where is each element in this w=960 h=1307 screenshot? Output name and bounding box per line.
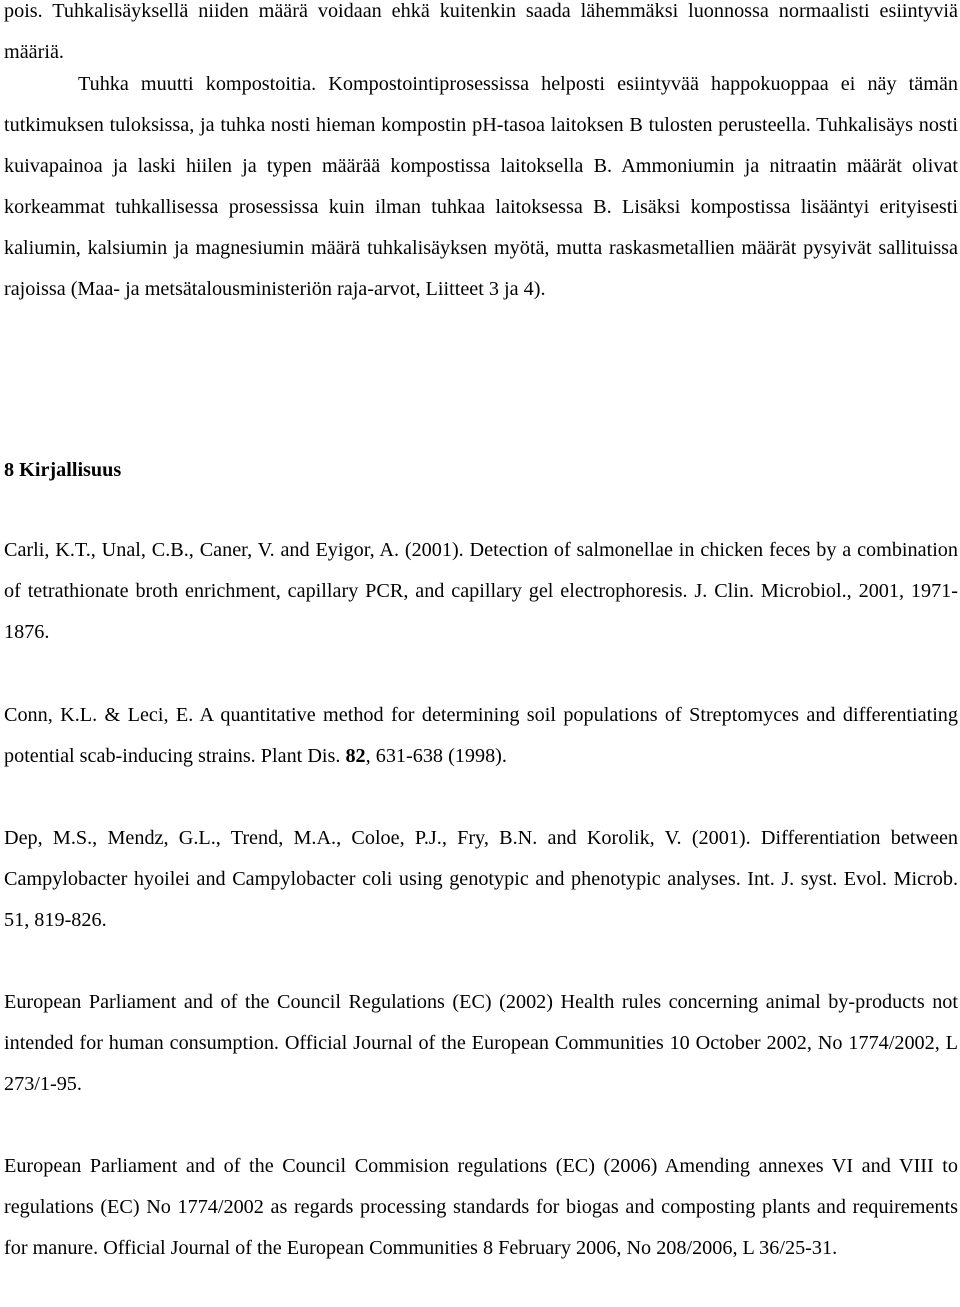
body-paragraph-continuation: pois. Tuhkalisäyksellä niiden määrä voidaan ehkä kuitenkin saada lähemmäksi luonnossa normaalisti esiintyviä määriä. [4,0,958,63]
reference-text: Conn, K.L. & Leci, E. A quantitative method for determining soil populations of Streptomyces and differentiating potential scab-inducing strains. Plant Dis. [4,704,958,767]
reference-text: , 631-638 (1998). [365,745,507,767]
reference-dep-2001: Dep, M.S., Mendz, G.L., Trend, M.A., Coloe, P.J., Fry, B.N. and Korolik, V. (2001). Differentiation between Campylobacter hyoilei and Campylobacter coli using genotypic and phenotypic analyses. Int. J. syst. Evol. Microb. 51, 819-826. [4,827,958,931]
reference-ec-2006: European Parliament and of the Council Commision regulations (EC) (2006) Amending annexes VI and VIII to regulations (EC) No 1774/2002 as regards processing standards for biogas and composting plants and requirements for manure. Official Journal of the European Communities 8 February 2006, No 208/2006, L 36/25-31. [4,1155,958,1259]
section-heading-references: 8 Kirjallisuus [4,459,122,481]
reference-conn-1998 [4,695,958,777]
reference-volume: 82 [345,745,366,767]
reference-ec-2002: European Parliament and of the Council Regulations (EC) (2002) Health rules concerning animal by-products not intended for human consumption. Official Journal of the European Communities 10 October 2002, No 1774/2002, L 273/1-95. [4,991,958,1095]
reference-carli-2001: Carli, K.T., Unal, C.B., Caner, V. and Eyigor, A. (2001). Detection of salmonellae in chicken feces by a combination of tetrathionate broth enrichment, capillary PCR, and capillary gel electrophoresis. J. Clin. Microbiol., 2001, 1971-1876. [4,539,958,643]
body-paragraph-ash-effects: Tuhka muutti kompostoitia. Kompostointiprosessissa helposti esiintyvää happokuoppaa ei näy tämän tutkimuksen tuloksissa, ja tuhka nosti hieman kompostin pH-tasoa laitoksen B tulosten perusteella. Tuhkalisäys nosti kuivapainoa ja laski hiilen ja typen määrää kompostissa laitoksella B. Ammoniumin ja nitraatin määrät olivat korkeammat tuhkallisessa prosessissa kuin ilman tuhkaa laitoksessa B. Lisäksi kompostissa lisääntyi erityisesti kaliumin, kalsiumin ja magnesiumin määrä tuhkalisäyksen myötä, mutta raskasmetallien määrät pysyivät sallituissa rajoissa (Maa- ja metsätalousministeriön raja-arvot, Liitteet 3 ja 4). [4,73,958,300]
